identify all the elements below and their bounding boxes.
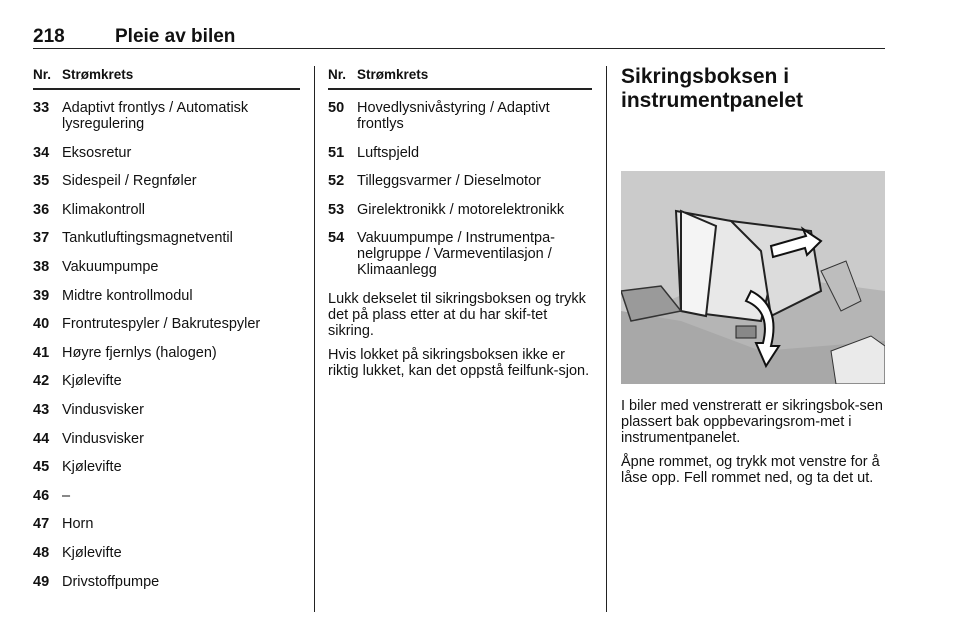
table-row — [33, 402, 300, 418]
table-row — [33, 373, 300, 389]
table-header — [33, 66, 300, 90]
row-number: 53 — [328, 201, 345, 218]
row-number: 43 — [33, 401, 50, 418]
table-row — [328, 173, 592, 189]
page-title: Pleie av bilen — [115, 26, 236, 47]
table-row — [33, 345, 300, 361]
row-number: 38 — [33, 258, 50, 275]
table-row — [328, 100, 592, 132]
row-number: 49 — [33, 573, 50, 590]
table-row — [33, 259, 300, 275]
table-header — [328, 66, 592, 90]
header-circuit: Strømkrets — [62, 67, 134, 82]
row-number: 35 — [33, 173, 50, 190]
column-divider — [314, 66, 315, 612]
table-row — [33, 459, 300, 475]
table-row — [33, 431, 300, 447]
row-number: 46 — [33, 487, 50, 504]
row-number: 47 — [33, 516, 50, 533]
row-text: Midtre kontrollmodul — [62, 287, 193, 304]
row-number: 51 — [328, 144, 345, 161]
table-row — [33, 288, 300, 304]
row-text: Eksosretur — [62, 144, 132, 161]
row-text: Tilleggsvarmer / Dieselmotor — [357, 173, 541, 190]
row-text: Kjølevifte — [62, 459, 122, 476]
row-text: Drivstoffpumpe — [62, 573, 160, 590]
table-row — [328, 145, 592, 161]
row-number: 48 — [33, 544, 50, 561]
page-header — [33, 26, 885, 49]
section-title: Sikringsboksen i instrumentpanelet — [621, 65, 804, 112]
row-text: Luftspjeld — [357, 144, 420, 161]
fuse-table-1 — [33, 66, 300, 602]
table-row — [33, 173, 300, 189]
section-body — [621, 398, 885, 494]
row-number: 36 — [33, 201, 50, 218]
table-row — [33, 488, 300, 504]
column-divider — [606, 66, 607, 612]
row-number: 40 — [33, 316, 50, 333]
header-nr: Nr. — [33, 67, 52, 82]
header-circuit: Strømkrets — [357, 67, 429, 82]
header-nr: Nr. — [328, 67, 347, 82]
table-row — [33, 230, 300, 246]
row-number: 34 — [33, 144, 50, 161]
paragraph: Hvis lokket på sikringsboksen ikke er riktig lukket, kan det oppstå feilfunk-sjon. — [328, 346, 590, 379]
table-row — [33, 574, 300, 590]
table-row — [33, 202, 300, 218]
row-number: 44 — [33, 430, 50, 447]
row-number: 52 — [328, 173, 345, 190]
row-number: 41 — [33, 344, 50, 361]
row-text: Horn — [62, 516, 94, 533]
row-text: Frontrutespyler / Bakrutespyler — [62, 316, 261, 333]
row-text: Vindusvisker — [62, 430, 144, 447]
row-text: Adaptivt frontlys / Automatisk lysregulering — [62, 100, 249, 132]
row-number: 50 — [328, 100, 345, 116]
row-number: 39 — [33, 287, 50, 304]
row-number: 33 — [33, 100, 50, 116]
row-text: Tankutluftingsmagnetventil — [62, 230, 233, 247]
table-row — [33, 145, 300, 161]
page-number: 218 — [33, 26, 65, 47]
row-text: Kjølevifte — [62, 544, 122, 561]
row-text: Vindusvisker — [62, 401, 144, 418]
table-row — [33, 516, 300, 532]
row-text: Hovedlysnivåstyring / Adaptivt frontlys — [357, 100, 550, 132]
fuse-box-illustration — [621, 171, 885, 384]
row-text: – — [62, 487, 71, 504]
row-text: Høyre fjernlys (halogen) — [62, 344, 217, 361]
table-row — [328, 230, 592, 278]
row-number: 54 — [328, 230, 345, 247]
row-text: Sidespeil / Regnføler — [62, 173, 197, 190]
paragraph: Åpne rommet, og trykk mot venstre for å låse opp. Fell rommet ned, og ta det ut. — [621, 454, 880, 486]
row-text: Vakuumpumpe / Instrumentpa-nelgruppe / Varmeventilasjon / Klimaanlegg — [357, 230, 555, 279]
section — [621, 65, 885, 113]
row-number: 37 — [33, 230, 50, 247]
row-text: Klimakontroll — [62, 201, 145, 218]
row-number: 45 — [33, 459, 50, 476]
row-number: 42 — [33, 373, 50, 390]
fuse-table-2 — [328, 66, 592, 387]
row-text: Girelektronikk / motorelektronikk — [357, 201, 565, 218]
table-row — [33, 316, 300, 332]
row-text: Kjølevifte — [62, 373, 122, 390]
row-text: Vakuumpumpe — [62, 258, 159, 275]
table-row — [33, 100, 300, 132]
table-row — [33, 545, 300, 561]
paragraph: I biler med venstreratt er sikringsbok-sen plassert bak oppbevaringsrom-met i instrumentpanelet. — [621, 398, 883, 446]
paragraph: Lukk dekselet til sikringsboksen og trykk det på plass etter at du har skif-tet sikring. — [328, 290, 586, 339]
table-row — [328, 202, 592, 218]
